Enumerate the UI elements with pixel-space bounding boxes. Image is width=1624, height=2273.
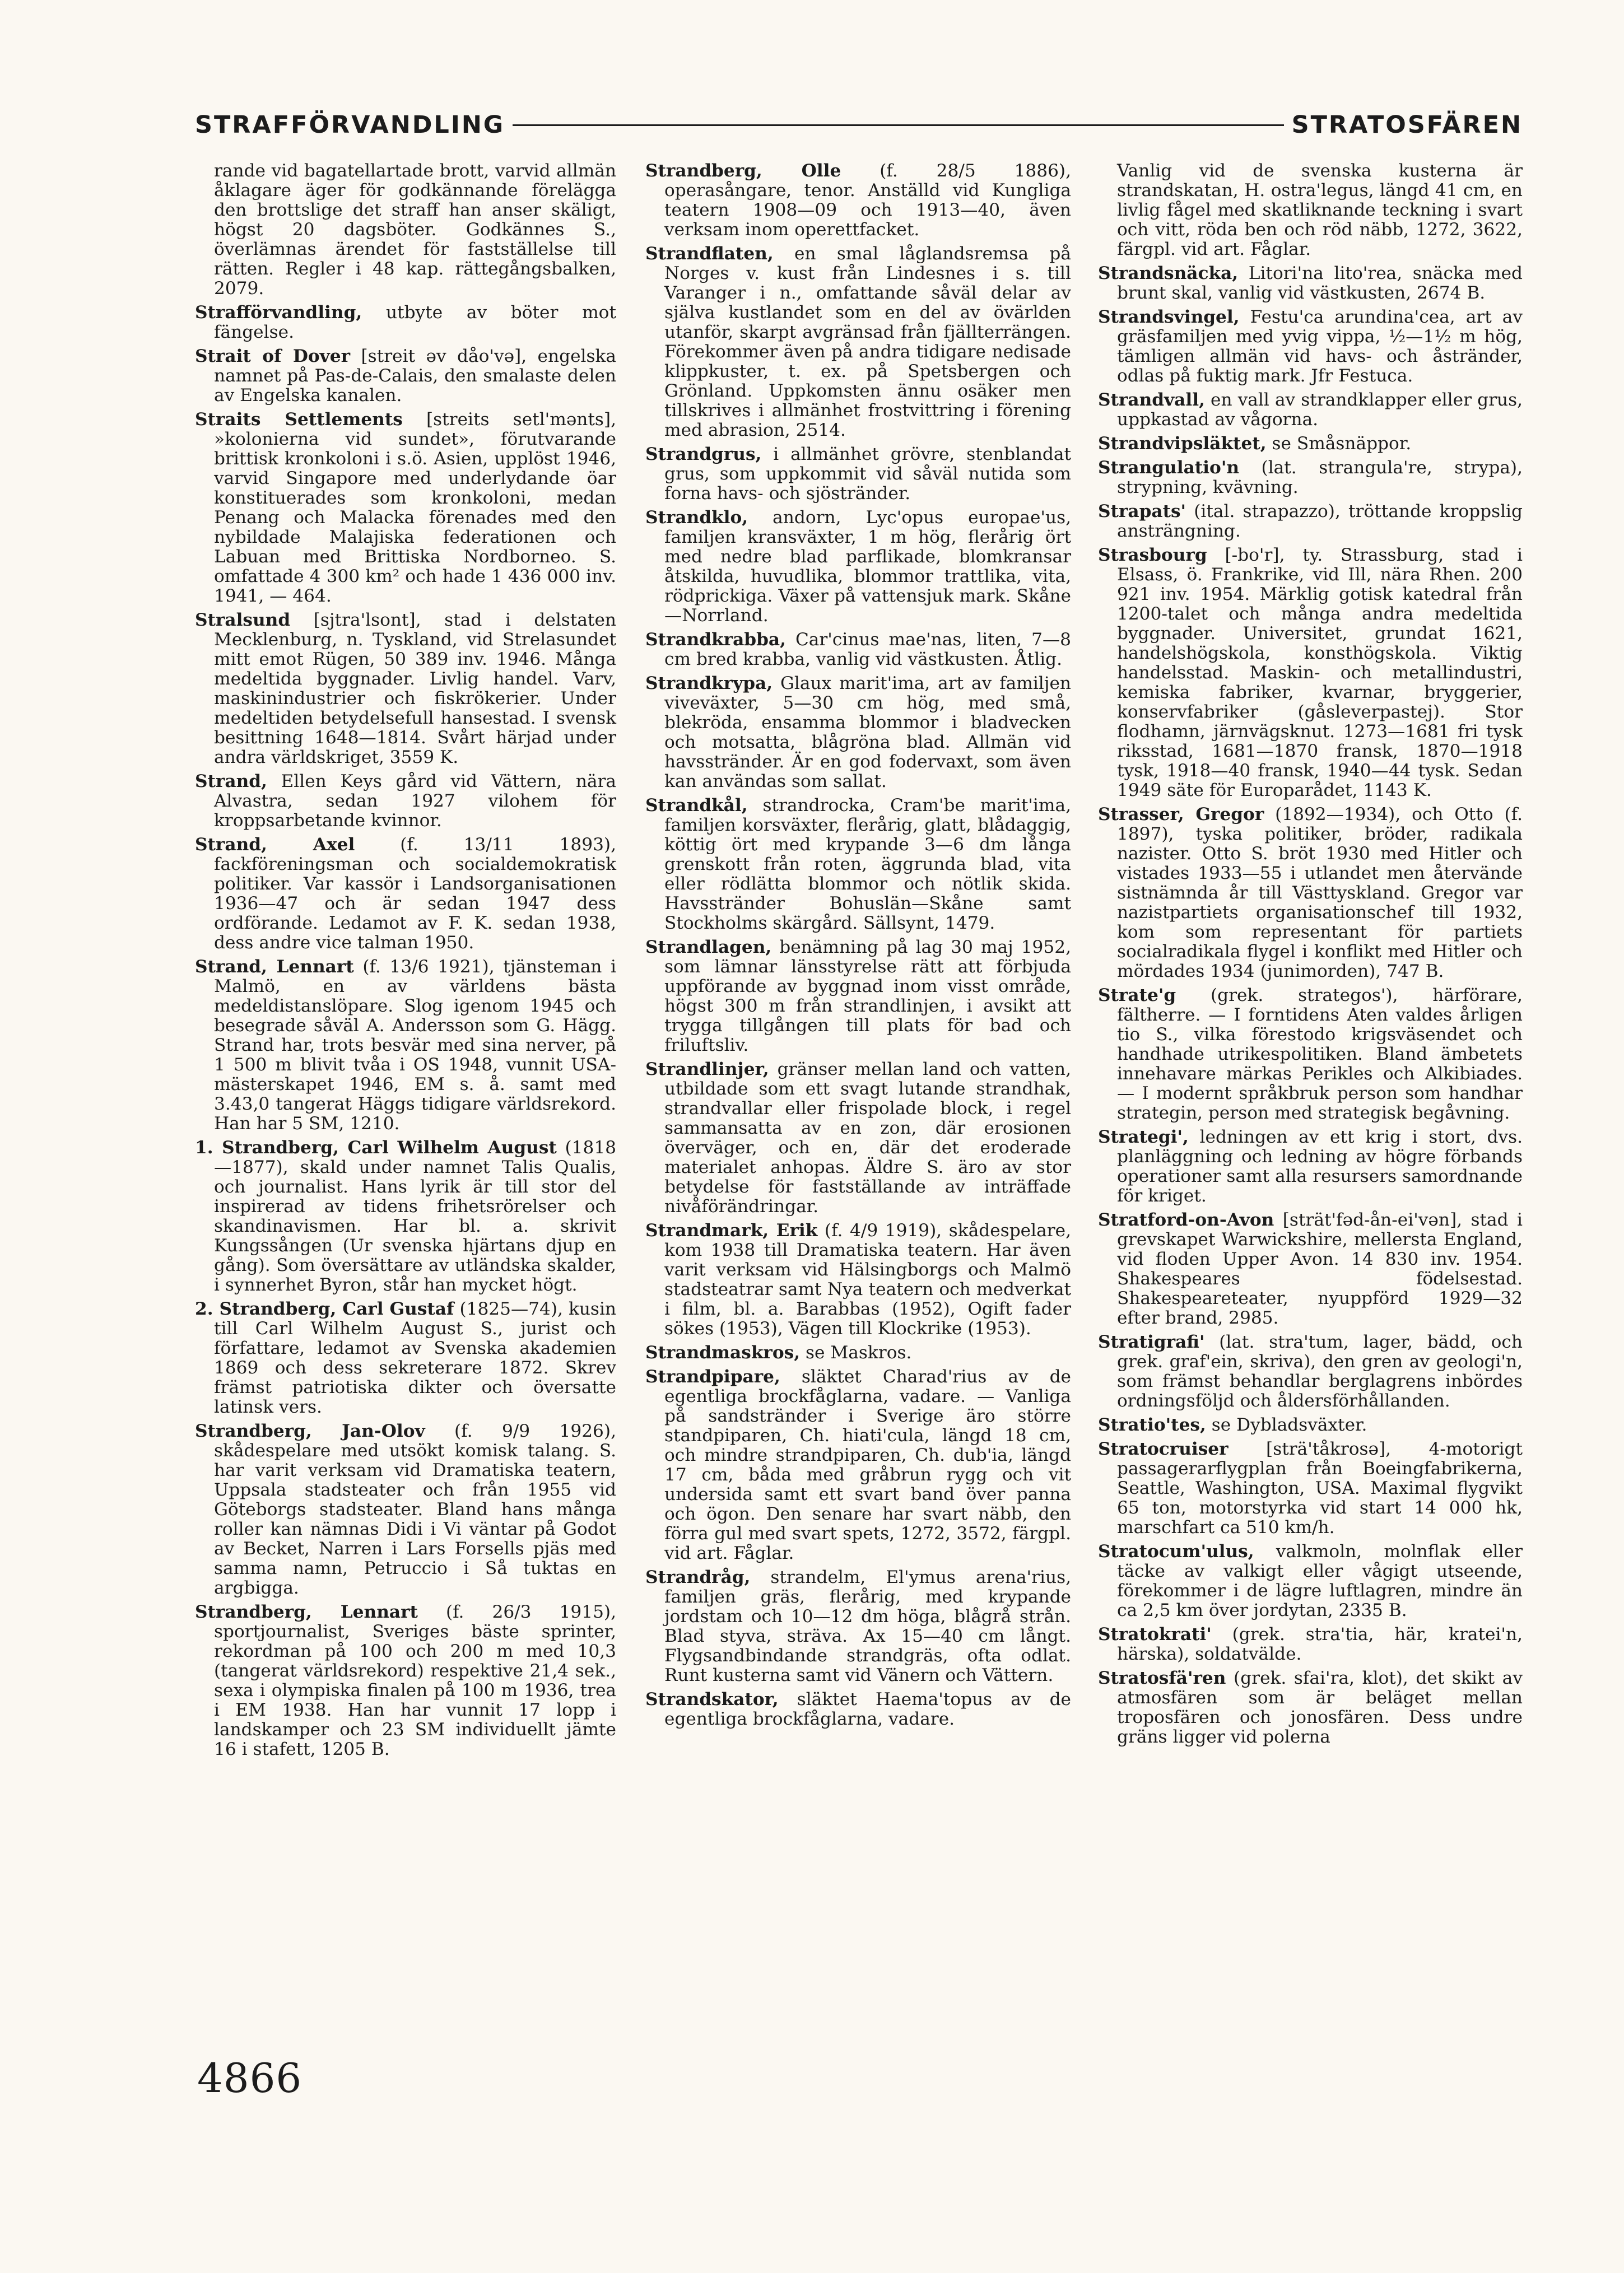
entry-headword: Strandråg,	[645, 1567, 751, 1587]
entry-body: rande vid bagatellartade brott, varvid allmän åklagare äger för godkännande förelägga den brottslige det straff han anser skäligt, högst 20 dagsböter. Godkännes S., överlämnas ärendet för fastställelse till rätten. Regler i 48 kap. rättegångsbalken, 2079.	[214, 161, 616, 299]
dictionary-entry	[1098, 1440, 1523, 1538]
entry-body: Litori'na lito'rea, snäcka med brunt skal, vanlig vid västkusten, 2674 B.	[1117, 263, 1523, 303]
entry-body: se Maskros.	[800, 1343, 912, 1363]
dictionary-entry	[195, 303, 616, 342]
entry-headword: Strandvipsläktet,	[1098, 434, 1267, 454]
entry-headword: Strangulatio'n	[1098, 458, 1240, 478]
entry-headword: Strandmark, Erik	[645, 1221, 818, 1241]
dictionary-entry	[645, 244, 1071, 440]
entry-body: (f. 13/6 1921), tjänsteman i Malmö, en av världens bästa medeldistanslöpare. Slog igenom 1945 och besegrade såväl A. Andersson som G. Hägg. Strand har, trots besvär med sina nerver, på 1 500 m blivit tvåa i OS 1948, vunnit USA-mästerskapet 1946, EM s. å. samt med 3.43,0 tangerat Häggs tidigare världsrekord. Han har 5 SM, 1210.	[214, 957, 617, 1134]
entry-body: [strä'tåkrosə], 4-motorigt passagerarflygplan från Boeingfabrikerna, Seattle, Washington, USA. Maximal flygvikt 65 ton, motorstyrka vid start 14 000 hk, marschfart ca 510 km/h.	[1117, 1439, 1523, 1538]
dictionary-entry	[645, 508, 1071, 626]
entry-body: [-bo'r], ty. Strassburg, stad i Elsass, ö. Frankrike, vid Ill, nära Rhen. 200 921 inv. 1954. Märklig gotisk katedral från 1200-talet och många andra medeltida byggnader. Universitet, grundat 1621, handelshögskola, konsthögskola. Viktig handelsstad. Maskin- och metallindustri, kemiska fabriker, kvarnar, bryggerier, konservfabriker (gåsleverpastej). Stor flodhamn, järnvägsknut. 1273—1681 fri tysk riksstad, 1681—1870 fransk, 1870—1918 tysk, 1918—40 fransk, 1940—44 tysk. Sedan 1949 säte för Europarådet, 1143 K.	[1117, 545, 1523, 800]
dictionary-entry	[645, 445, 1071, 504]
entry-body: (f. 26/3 1915), sportjournalist, Sveriges bäste sprinter, rekordman på 100 och 200 m med 10,3 (tangerat världsrekord) respektive 21,4 sek., sexa i olympiska finalen på 100 m 1936, trea i EM 1938. Han har vunnit 17 lopp i landskamper och 23 SM individuellt jämte 16 i stafett, 1205 B.	[214, 1602, 616, 1759]
entry-headword: Strandkål,	[645, 795, 748, 816]
entry-headword: Strafförvandling,	[195, 302, 362, 323]
entry-headword: Strasbourg	[1098, 545, 1207, 565]
header-right-term: STRATOSFÄREN	[1284, 105, 1523, 145]
entry-headword: 2. Strandberg, Carl Gustaf	[195, 1299, 454, 1319]
column-2	[645, 161, 1071, 1734]
dictionary-entry	[1098, 1625, 1523, 1664]
entry-body: i allmänhet grövre, stenblandat grus, som uppkommit vid såväl nutida som forna havs- och sjöstränder.	[664, 444, 1071, 504]
dictionary-entry	[195, 1422, 616, 1598]
entry-body: [strät'fəd-ån-ei'vən], stad i grevskapet Warwickshire, mellersta England, vid floden Upper Avon. 14 830 inv. 1954. Shakespeares födelsestad. Shakespeareteater, nyuppförd 1929—32 efter brand, 2985.	[1117, 1210, 1523, 1328]
entry-headword: Strandsnäcka,	[1098, 263, 1239, 283]
dictionary-entry	[1098, 805, 1523, 981]
entry-headword: Strandgrus,	[645, 444, 762, 464]
dictionary-entry	[645, 1690, 1071, 1729]
dictionary-entry	[195, 1299, 616, 1417]
entry-headword: Stratosfä'ren	[1098, 1668, 1226, 1688]
entry-headword: Strandberg, Jan-Olov	[195, 1421, 425, 1441]
entry-body: Ellen Keys gård vid Vättern, nära Alvastra, sedan 1927 vilohem för kroppsarbetande kvinnor.	[214, 771, 616, 831]
entry-body: (grek. sfai'ra, klot), det skikt av atmosfären som är beläget mellan troposfären och jonosfären. Dess undre gräns ligger vid polerna	[1117, 1668, 1523, 1747]
entry-body: [streit əv dåo'və], engelska namnet på Pas-de-Calais, den smalaste delen av Engelska kanalen.	[214, 346, 616, 406]
entry-body: utbyte av böter mot fängelse.	[214, 302, 616, 342]
entry-body: (lat. strangula're, strypa), strypning, kvävning.	[1117, 458, 1523, 497]
dictionary-entry	[645, 161, 1071, 240]
entry-body: se Dybladsväxter.	[1206, 1415, 1367, 1435]
dictionary-entry	[1098, 264, 1523, 303]
dictionary-entry	[1098, 1415, 1523, 1435]
dictionary-entry	[645, 1060, 1071, 1217]
entry-body: släktet Charad'rius av de egentliga brockfåglarna, vadare. — Vanliga på sandstränder i Sverige äro större standpiparen, Ch. hiati'cula, längd 18 cm, och mindre strandpiparen, Ch. dub'ia, längd 17 cm, båda med gråbrun rygg och vit undersida samt ett svart band över panna och ögon. Den senare har svart näbb, den förra gul med svart spets, 1272, 3572, färgpl. vid art. Fåglar.	[664, 1367, 1071, 1563]
entry-headword: Strate'g	[1098, 985, 1176, 1005]
dictionary-entry	[1098, 986, 1523, 1123]
entry-body: Car'cinus mae'nas, liten, 7—8 cm bred krabba, vanlig vid västkusten. Åtlig.	[664, 630, 1071, 669]
entry-body: en smal låglandsremsa på Norges v. kust från Lindesnes i s. till Varanger i n., omfattande såväl delar av själva kustlandet som en del av övärlden utanför, skarpt avgränsad från fjällterrängen. Förekommer även på andra tidigare nedisade klippkuster, t. ex. på Spetsbergen och Grönland. Uppkomsten ännu osäker men tillskrives i allmänhet frostvittring i förening med abrasion, 2514.	[664, 244, 1071, 440]
entry-body: andorn, Lyc'opus europae'us, familjen kransväxter, 1 m hög, flerårig ört med nedre blad parflikade, blomkransar åtskilda, huvudlika, blommor trattlika, vita, rödprickiga. Växer på vattensjuk mark. Skåne—Norrland.	[664, 507, 1071, 626]
dictionary-entry	[1098, 1542, 1523, 1620]
entry-headword: 1. Strandberg, Carl Wilhelm August	[195, 1138, 557, 1158]
entry-headword: Stratokrati'	[1098, 1624, 1212, 1645]
entry-body: gränser mellan land och vatten, utbildade som ett svagt lutande strandhak, strandvallar eller frispolade block, i regel sammansatta av en zon, där erosionen överväger, och en, där det eroderade materialet anhopas. Äldre S. äro av stor betydelse för fastställande av inträffade nivåförändringar.	[664, 1059, 1071, 1217]
column-3	[1098, 161, 1523, 1752]
dictionary-entry	[195, 410, 616, 606]
dictionary-entry	[645, 630, 1071, 669]
dictionary-entry	[1098, 161, 1523, 259]
entry-headword: Stralsund	[195, 610, 291, 630]
entry-body: släktet Haema'topus av de egentliga brockfåglarna, vadare.	[664, 1689, 1071, 1729]
entry-body: (1892—1934), och Otto (f. 1897), tyska politiker, bröder, radikala nazister. Otto S. bröt 1930 med Hitler och vistades 1933—55 i utlandet men återvände sistnämnda år till Västtyskland. Gregor var nazistpartiets organisationschef till 1932, kom som representant för partiets socialradikala flygel i konflikt med Hitler och mördades 1934 (junimorden), 747 B.	[1117, 804, 1523, 981]
dictionary-entry	[1098, 502, 1523, 541]
entry-body: (lat. stra'tum, lager, bädd, och grek. graf'ein, skriva), den gren av geologi'n, som främst behandlar berglagrens inbördes ordningsföljd och åldersförhållanden.	[1117, 1332, 1523, 1411]
dictionary-entry	[1098, 390, 1523, 430]
dictionary-entry	[645, 796, 1071, 933]
dictionary-entry	[1098, 1669, 1523, 1747]
dictionary-entry	[195, 772, 616, 831]
dictionary-entry	[1098, 1128, 1523, 1206]
entry-body: Vanlig vid de svenska kusterna är strandskatan, H. ostra'legus, längd 41 cm, en livlig fågel med skatliknande teckning i svart och vitt, röda ben och röd näbb, 1272, 3622, färgpl. vid art. Fåglar.	[1117, 161, 1523, 259]
dictionary-entry	[645, 674, 1071, 791]
dictionary-entry	[195, 1138, 616, 1295]
entry-headword: Strandberg, Olle	[645, 161, 841, 181]
dictionary-entry	[645, 1367, 1071, 1563]
dictionary-entry	[195, 957, 616, 1134]
entry-body: (ital. strapazzo), tröttande kroppslig ansträngning.	[1117, 501, 1523, 541]
entry-body: benämning på lag 30 maj 1952, som lämnar länsstyrelse rätt att förbjuda uppförande av byggnad inom visst område, högst 300 m från strandlinjen, i avsikt att trygga tillgången till plats för bad och friluftsliv.	[664, 937, 1071, 1055]
running-header	[195, 105, 1523, 145]
entry-body: Festu'ca arundina'cea, art av gräsfamiljen med yvig vippa, ½—1½ m hög, tämligen allmän vid havs- och åstränder, odlas på fuktig mark. Jfr Festuca.	[1117, 307, 1523, 386]
entry-headword: Stratigrafi'	[1098, 1332, 1205, 1352]
entry-headword: Strand, Axel	[195, 835, 355, 855]
entry-headword: Strand, Lennart	[195, 957, 354, 977]
dictionary-entry	[1098, 434, 1523, 454]
dictionary-entry	[195, 161, 616, 299]
entry-headword: Strandvall,	[1098, 390, 1205, 410]
entry-body: (f. 28/5 1886), operasångare, tenor. Anställd vid Kungliga teatern 1908—09 och 1913—40, även verksam inom operettfacket.	[664, 161, 1071, 240]
entry-body: (grek. stra'tia, här, kratei'n, härska), soldatvälde.	[1117, 1624, 1523, 1664]
entry-headword: Straits Settlements	[195, 409, 403, 430]
entry-body: (f. 9/9 1926), skådespelare med utsökt komisk talang. S. har varit verksam vid Dramatiska teatern, Uppsala stadsteater och från 1955 vid Göteborgs stadsteater. Bland hans många roller kan nämnas Didi i Vi väntar på Godot av Becket, Narren i Lars Forsells pjäs med samma namn, Petruccio i Så tuktas en argbigga.	[214, 1421, 616, 1598]
column-1	[195, 161, 616, 1764]
entry-body: ledningen av ett krig i stort, dvs. planläggning och ledning av högre förbands operationer samt alla resursers samordnande för kriget.	[1117, 1127, 1523, 1206]
dictionary-entry	[645, 938, 1071, 1055]
dictionary-entry	[195, 347, 616, 406]
entry-headword: Strapats'	[1098, 501, 1186, 521]
entry-headword: Strategi',	[1098, 1127, 1189, 1147]
entry-headword: Strasser, Gregor	[1098, 804, 1264, 825]
entry-body: en vall av strandklapper eller grus, uppkastad av vågorna.	[1117, 390, 1523, 430]
entry-headword: Strandsvingel,	[1098, 307, 1240, 327]
entry-headword: Strandmaskros,	[645, 1343, 801, 1363]
entry-body: (f. 4/9 1919), skådespelare, kom 1938 till Dramatiska teatern. Har även varit verksam vid Hälsingborgs och Malmö stadsteatrar samt Nya teatern och medverkat i film, bl. a. Barabbas (1952), Ogift fader sökes (1953), Vägen till Klockrike (1953).	[664, 1221, 1071, 1339]
entry-body: strandrocka, Cram'be marit'ima, familjen korsväxter, flerårig, glatt, blådaggig, köttig ört med krypande 3—6 dm långa grenskott från roten, äggrunda blad, vita eller rödlätta blommor och nötlik skida. Havsstränder Bohuslän—Skåne samt Stockholms skärgård. Sällsynt, 1479.	[664, 795, 1071, 933]
dictionary-entry	[195, 611, 616, 767]
entry-headword: Stratford-on-Avon	[1098, 1210, 1274, 1230]
dictionary-entry	[645, 1343, 1071, 1363]
entry-body: (1825—74), kusin till Carl Wilhelm August S., jurist och författare, ledamot av Svenska akademien 1869 och dess sekreterare 1872. Skrev främst patriotiska dikter och översatte latinsk vers.	[214, 1299, 616, 1417]
page-number: 4866	[197, 2055, 303, 2102]
entry-body: (1818—1877), skald under namnet Talis Qualis, och journalist. Hans lyrik är till stor del inspirerad av tidens frihetsrörelser och skandinavismen. Har bl. a. skrivit Kungssången (Ur svenska hjärtans djup en gång). Som översättare av utländska skalder, i synnerhet Byron, står han mycket högt.	[214, 1138, 616, 1295]
entry-body: [streits setl'mənts], »kolonierna vid sundet», förutvarande brittisk kronkoloni i s.ö. Asien, upplöst 1946, varvid Singapore med underlydande öar konstituerades som kronkoloni, medan Penang och Malacka förenades med den nybildade Malajiska federationen och Labuan med Brittiska Nordborneo. S. omfattade 4 300 km² och hade 1 436 000 inv. 1941, — 464.	[214, 409, 616, 606]
entry-body: [sjtra'lsont], stad i delstaten Mecklenburg, n. Tyskland, vid Strelasundet mitt emot Rügen, 50 389 inv. 1946. Många medeltida byggnader. Livlig handel. Varv, maskinindustrier och fiskrökerier. Under medeltiden betydelsefull hansestad. I svensk besittning 1648—1814. Svårt härjad under andra världskriget, 3559 K.	[214, 610, 616, 767]
dictionary-entry	[1098, 1210, 1523, 1328]
entry-body: strandelm, El'ymus arena'rius, familjen gräs, flerårig, med krypande jordstam och 10—12 dm höga, blågrå strån. Blad styva, sträva. Ax 15—40 cm långt. Flygsandbindande strandgräs, ofta odlat. Runt kusterna samt vid Vänern och Vättern.	[664, 1567, 1071, 1685]
entry-headword: Strandpipare,	[645, 1367, 780, 1387]
entry-headword: Strandberg, Lennart	[195, 1602, 418, 1622]
entry-headword: Strandskator,	[645, 1689, 779, 1710]
dictionary-entry	[645, 1221, 1071, 1339]
entry-headword: Strait of Dover	[195, 346, 351, 366]
entry-headword: Strandklo,	[645, 507, 748, 528]
dictionary-entry	[1098, 1333, 1523, 1411]
entry-headword: Stratocruiser	[1098, 1439, 1229, 1459]
entry-headword: Strandlinjer,	[645, 1059, 769, 1079]
entry-headword: Strandlagen,	[645, 937, 772, 957]
entry-body: (f. 13/11 1893), fackföreningsman och socialdemokratisk politiker. Var kassör i Landsorganisationen 1936—47 och är sedan 1947 dess ordförande. Ledamot av F. K. sedan 1938, dess andre vice talman 1950.	[214, 835, 616, 953]
entry-body: (grek. strategos'), härförare, fältherre. — I forntidens Aten valdes årligen tio S., vilka förestodo krigsväsendet och handhade utrikespolitiken. Bland ämbetets innehavare märkas Perikles och Alkibiades. — I modernt språkbruk person som handhar strategin, person med strategisk begåvning.	[1117, 985, 1523, 1123]
dictionary-entry	[195, 1603, 616, 1759]
entry-headword: Stratio'tes,	[1098, 1415, 1206, 1435]
entry-headword: Strandkrabba,	[645, 630, 786, 650]
dictionary-entry	[195, 835, 616, 953]
entry-body: se Småsnäppor.	[1266, 434, 1412, 454]
dictionary-entry	[1098, 458, 1523, 497]
entry-body: valkmoln, molnflak eller täcke av valkigt eller vågigt utseende, förekommer i de lägre luftlagren, mindre än ca 2,5 km över jordytan, 2335 B.	[1117, 1541, 1523, 1620]
header-left-term: STRAFFÖRVANDLING	[195, 105, 513, 145]
entry-headword: Strandkrypa,	[645, 673, 773, 693]
entry-body: Glaux marit'ima, art av familjen viveväxter, 5—30 cm hög, med små, blekröda, ensamma blommor i bladvecken och motsatta, blågröna blad. Allmän vid havsstränder. Är en god fodervaxt, som även kan användas som sallat.	[664, 673, 1071, 791]
entry-headword: Strandflaten,	[645, 244, 774, 264]
entry-headword: Stratocum'ulus,	[1098, 1541, 1254, 1562]
dictionary-entry	[1098, 546, 1523, 800]
dictionary-entry	[645, 1568, 1071, 1685]
entry-headword: Strand,	[195, 771, 267, 791]
dictionary-entry	[1098, 308, 1523, 386]
